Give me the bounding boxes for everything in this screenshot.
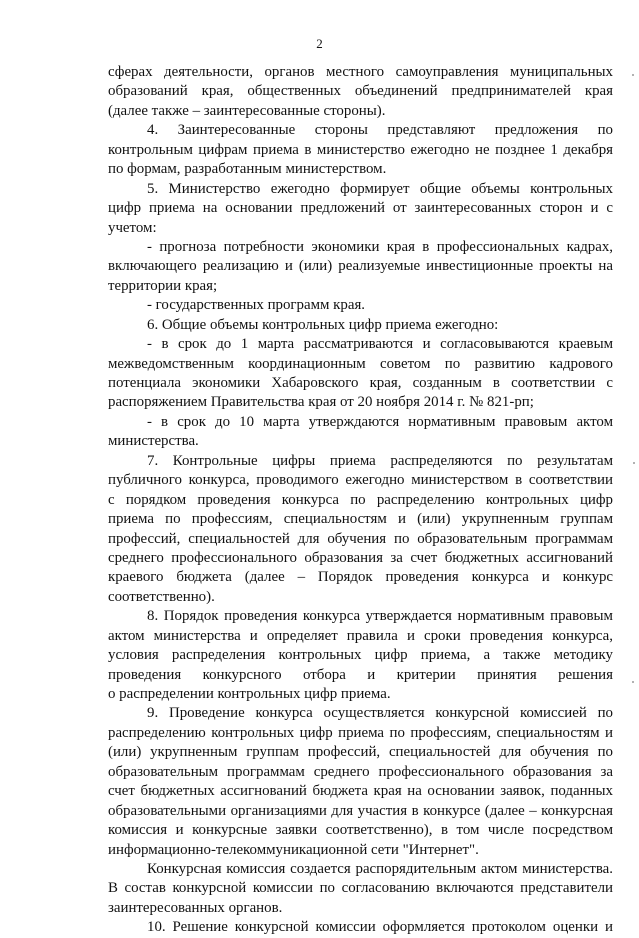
text-line: профессий, специальностей для обучения по образовательным программам xyxy=(108,530,613,547)
text-line: 8. Порядок проведения конкурса утверждается нормативным правовым xyxy=(147,608,613,625)
text-line: 7. Контрольные цифры приема распределяются по результатам xyxy=(147,452,613,469)
text-line: комиссия и конкурсные заявки соответственно), в том числе посредством xyxy=(108,822,613,839)
text-line: контрольным цифрам приема в министерство ежегодно не позднее 1 декабря xyxy=(108,141,613,158)
text-line: образовательным программам среднего профессионального образования за xyxy=(108,763,613,780)
text-line: включающего реализацию и (или) реализуемые инвестиционные проекты на xyxy=(108,258,613,275)
text-line: Конкурсная комиссия создается распорядительным актом министерства. xyxy=(147,860,613,877)
text-line: межведомственным координационным советом по развитию кадрового xyxy=(108,355,613,372)
text-line: потенциала экономики Хабаровского края, созданным в соответствии с xyxy=(108,375,613,391)
text-line: - в срок до 10 марта утверждаются нормативным правовым актом xyxy=(147,413,613,430)
text-line: заинтересованных органов. xyxy=(108,899,283,916)
text-line: 5. Министерство ежегодно формирует общие объемы контрольных xyxy=(147,180,613,197)
text-line: публичного конкурса, проводимого ежегодно министерством в соответствии xyxy=(108,472,613,489)
text-line: 10. Решение конкурсной комиссии оформляется протоколом оценки и xyxy=(147,919,613,936)
text-line: распределению контрольных цифр приема по профессиям, специальностям и xyxy=(108,724,613,741)
text-line: 6. Общие объемы контрольных цифр приема ежегодно: xyxy=(147,316,499,333)
text-line: с порядком проведения конкурса по распределению контрольных цифр xyxy=(108,491,613,508)
text-line: соответственно). xyxy=(108,588,215,605)
text-line: территории края; xyxy=(108,277,218,294)
text-line: сферах деятельности, органов местного самоуправления муниципальных xyxy=(108,64,613,80)
text-line: образовательными организациями для участия в конкурсе (далее – конкурсная xyxy=(108,802,613,819)
text-line: (далее также – заинтересованные стороны). xyxy=(108,102,386,119)
text-line: образований края, общественных объединений предпринимателей края xyxy=(108,83,613,100)
text-line: - государственных программ края. xyxy=(147,297,366,314)
text-line: цифр приема на основании предложений от заинтересованных сторон и с xyxy=(108,200,613,217)
document-body xyxy=(108,63,613,938)
text-line: актом министерства и определяет правила и сроки проведения конкурса, xyxy=(108,627,613,644)
page-number: 2 xyxy=(316,36,323,51)
text-line: проведения конкурсного отбора и критерии принятия решения xyxy=(108,666,613,683)
text-line: краевого бюджета (далее – Порядок проведения конкурса и конкурс xyxy=(108,569,613,586)
text-line: - прогноза потребности экономики края в профессиональных кадрах, xyxy=(147,238,613,255)
text-line: информационно-телекоммуникационной сети "Интернет". xyxy=(108,841,479,858)
text-line: условия распределения контрольных цифр приема, а также методику xyxy=(108,647,613,664)
text-line: - в срок до 1 марта рассматриваются и согласовываются краевым xyxy=(147,336,613,353)
scan-speck xyxy=(632,681,634,683)
text-line: счет бюджетных ассигнований бюджета края на основании заявок, поданных xyxy=(108,783,613,800)
text-line: среднего профессионального образования за счет бюджетных ассигнований xyxy=(108,549,613,566)
text-line: 4. Заинтересованные стороны представляют предложения по xyxy=(147,122,613,139)
text-line: распоряжением Правительства края от 20 ноября 2014 г. № 821-рп; xyxy=(108,394,534,411)
scan-speck xyxy=(633,462,635,464)
text-line: министерства. xyxy=(108,433,199,450)
text-line: 9. Проведение конкурса осуществляется конкурсной комиссией по xyxy=(147,705,613,722)
text-line: по формам, разработанным министерством. xyxy=(108,161,387,178)
text-line: учетом: xyxy=(108,219,157,236)
text-line: приема по профессиям, специальностям и (или) укрупненным группам xyxy=(108,511,613,528)
text-line: (или) укрупненным группам профессий, специальностей для обучения по xyxy=(108,744,613,761)
scan-speck xyxy=(632,74,634,76)
text-line: В состав конкурсной комиссии по согласованию включаются представители xyxy=(108,880,613,897)
text-line: о распределении контрольных цифр приема. xyxy=(108,686,391,702)
